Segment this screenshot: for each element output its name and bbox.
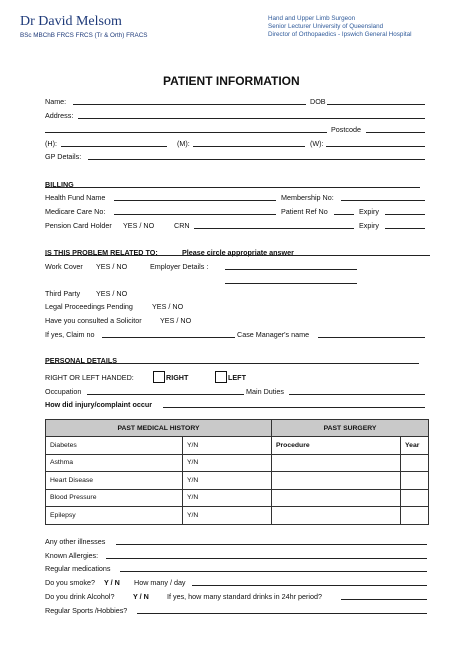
legal-label: Legal Proceedings Pending [45, 302, 133, 311]
mobile-phone-label: (M): [177, 139, 190, 148]
claim-label: If yes, Claim no [45, 330, 95, 339]
year-cell[interactable] [401, 489, 429, 507]
dob-label: DOB [310, 97, 326, 106]
left-handed-checkbox[interactable] [215, 371, 227, 383]
claim-field[interactable] [102, 337, 235, 338]
work-cover-label: Work Cover [45, 262, 83, 271]
condition-cell: Asthma [46, 454, 183, 472]
smoke-amount-field[interactable] [192, 585, 427, 586]
patient-ref-field[interactable] [334, 214, 354, 215]
left-label: LEFT [228, 373, 246, 382]
table-row [46, 437, 429, 455]
yn-cell[interactable]: Y/N [183, 454, 272, 472]
condition-cell: Diabetes [46, 437, 183, 455]
name-label: Name: [45, 97, 67, 106]
expiry-label: Expiry [359, 207, 379, 216]
main-duties-label: Main Duties [246, 387, 284, 396]
position-line: Senior Lecturer University of Queensland [268, 23, 384, 31]
membership-label: Membership No: [281, 193, 334, 202]
doctor-positions [268, 15, 412, 40]
right-handed-checkbox[interactable] [153, 371, 165, 383]
medications-label: Regular medications [45, 564, 111, 573]
condition-cell: Blood Pressure [46, 489, 183, 507]
postcode-field[interactable] [366, 132, 425, 133]
how-many-day-label: How many / day [134, 578, 186, 587]
page-title: PATIENT INFORMATION [163, 74, 300, 88]
position-line: Director of Orthopaedics - Ipswich General Hospital [268, 31, 412, 39]
personal-rule [45, 363, 419, 364]
occupation-label: Occupation [45, 387, 82, 396]
year-cell[interactable] [401, 507, 429, 525]
medical-history-table [45, 419, 429, 525]
name-field[interactable] [73, 104, 306, 105]
pension-label: Pension Card Holder [45, 221, 112, 230]
alcohol-yes-no[interactable]: Y / N [133, 592, 149, 601]
illnesses-field[interactable] [116, 544, 427, 545]
personal-heading: PERSONAL DETAILS [45, 356, 118, 365]
sports-label: Regular Sports /Hobbies? [45, 606, 128, 615]
home-phone-label: (H): [45, 139, 57, 148]
drinks-label: If yes, how many standard drinks in 24hr period? [167, 592, 323, 601]
past-medical-history-header: PAST MEDICAL HISTORY [46, 420, 272, 437]
solicitor-label: Have you consulted a Solicitor [45, 316, 142, 325]
patient-ref-label: Patient Ref No [281, 207, 328, 216]
dob-field[interactable] [327, 104, 425, 105]
case-manager-field[interactable] [318, 337, 425, 338]
allergies-field[interactable] [106, 558, 427, 559]
billing-rule [45, 187, 420, 188]
crn-label: CRN [174, 221, 190, 230]
mobile-phone-field[interactable] [193, 146, 305, 147]
table-row [46, 472, 429, 490]
yn-cell[interactable]: Y/N [183, 507, 272, 525]
handed-label: RIGHT OR LEFT HANDED: [45, 373, 134, 382]
work-phone-field[interactable] [326, 146, 425, 147]
year-header: Year [401, 437, 429, 455]
injury-field[interactable] [163, 407, 425, 408]
address-field[interactable] [78, 118, 425, 119]
procedure-cell[interactable] [272, 454, 401, 472]
table-row [46, 507, 429, 525]
table-row [46, 489, 429, 507]
address-label: Address: [45, 111, 74, 120]
legal-yes-no[interactable]: YES / NO [152, 302, 184, 311]
employer-field[interactable] [225, 269, 357, 270]
year-cell[interactable] [401, 472, 429, 490]
illnesses-label: Any other illnesses [45, 537, 106, 546]
solicitor-yes-no[interactable]: YES / NO [160, 316, 192, 325]
third-party-yes-no[interactable]: YES / NO [96, 289, 128, 298]
right-label: RIGHT [166, 373, 189, 382]
position-line: Hand and Upper Limb Surgeon [268, 15, 356, 22]
yn-cell[interactable]: Y/N [183, 437, 272, 455]
billing-heading: BILLING [45, 180, 74, 189]
related-instruction: Please circle appropriate answer [182, 248, 294, 257]
gp-details-field[interactable] [88, 159, 425, 160]
year-cell[interactable] [401, 454, 429, 472]
postcode-label: Postcode [331, 125, 361, 134]
condition-cell: Epilepsy [46, 507, 183, 525]
drinks-field[interactable] [341, 599, 427, 600]
procedure-cell[interactable] [272, 507, 401, 525]
procedure-cell[interactable] [272, 489, 401, 507]
medicare-field[interactable] [114, 214, 276, 215]
health-fund-label: Health Fund Name [45, 193, 106, 202]
smoke-label: Do you smoke? [45, 578, 95, 587]
gp-details-label: GP Details: [45, 152, 82, 161]
crn-field[interactable] [194, 228, 354, 229]
allergies-label: Known Allergies: [45, 551, 99, 560]
case-manager-label: Case Manager's name [237, 330, 310, 339]
medications-field[interactable] [120, 571, 427, 572]
pension-expiry-label: Expiry [359, 221, 379, 230]
health-fund-field[interactable] [114, 200, 276, 201]
pension-yes-no[interactable]: YES / NO [123, 221, 155, 230]
past-surgery-header: PAST SURGERY [272, 420, 429, 437]
medicare-label: Medicare Care No: [45, 207, 106, 216]
sports-field[interactable] [137, 613, 427, 614]
occupation-field[interactable] [87, 394, 244, 395]
main-duties-field[interactable] [289, 394, 425, 395]
third-party-label: Third Party [45, 289, 81, 298]
work-cover-yes-no[interactable]: YES / NO [96, 262, 128, 271]
home-phone-field[interactable] [61, 146, 167, 147]
yn-cell[interactable]: Y/N [183, 489, 272, 507]
injury-label: How did injury/complaint occur [45, 400, 153, 409]
condition-cell: Heart Disease [46, 472, 183, 490]
employer-field-2[interactable] [225, 283, 357, 284]
doctor-name: Dr David Melsom [20, 14, 122, 29]
yn-cell[interactable]: Y/N [183, 472, 272, 490]
address-field-2[interactable] [45, 132, 327, 133]
pension-expiry-field[interactable] [385, 228, 425, 229]
procedure-header: Procedure [272, 437, 401, 455]
doctor-qualifications: BSc MBChB FRCS FRCS (Tr & Orth) FRACS [20, 32, 148, 39]
related-rule [45, 255, 430, 256]
alcohol-label: Do you drink Alcohol? [45, 592, 115, 601]
related-heading: IS THIS PROBLEM RELATED TO: [45, 248, 158, 257]
employer-label: Employer Details : [150, 262, 209, 271]
work-phone-label: (W): [310, 139, 324, 148]
procedure-cell[interactable] [272, 472, 401, 490]
membership-field[interactable] [341, 200, 425, 201]
table-row [46, 454, 429, 472]
smoke-yes-no[interactable]: Y / N [104, 578, 120, 587]
medicare-expiry-field[interactable] [385, 214, 425, 215]
